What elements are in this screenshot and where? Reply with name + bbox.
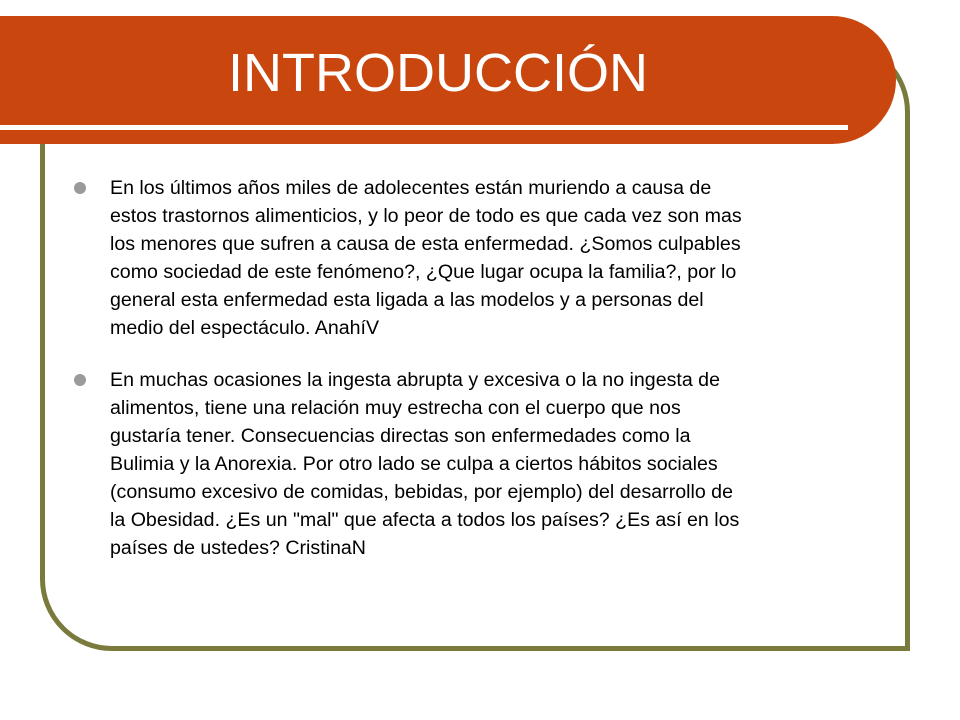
bullet-icon (74, 374, 86, 386)
slide-title: INTRODUCCIÓN (228, 43, 648, 103)
slide-content (110, 174, 870, 586)
bullet-item (110, 366, 870, 562)
bullet-item (110, 174, 870, 342)
bullet-icon (74, 182, 86, 194)
bullet-text: En muchas ocasiones la ingesta abrupta y excesiva o la no ingesta de alimentos, tiene una relación muy estrecha con el cuerpo que nos gustaría tener. Consecuencias directas son enfermedades como la Bulimia y la Anorexia. Por otro lado se culpa a ciertos hábitos sociales (consumo excesivo de comidas, bebidas, por ejemplo) del desarrollo de la Obesidad. ¿Es un "mal" que afecta a todos los países? ¿Es así en los países de ustedes? CristinaN (110, 369, 740, 559)
title-underline (0, 125, 848, 130)
bullet-text: En los últimos años miles de adolecentes están muriendo a causa de estos trastornos alimenticios, y lo peor de todo es que cada vez son mas los menores que sufren a causa de esta enfermedad. ¿Somos culpables como sociedad de este fenómeno?, ¿Que lugar ocupa la familia?, por lo general esta enfermedad esta ligada a las modelos y a personas del medio del espectáculo. AnahíV (110, 177, 742, 339)
